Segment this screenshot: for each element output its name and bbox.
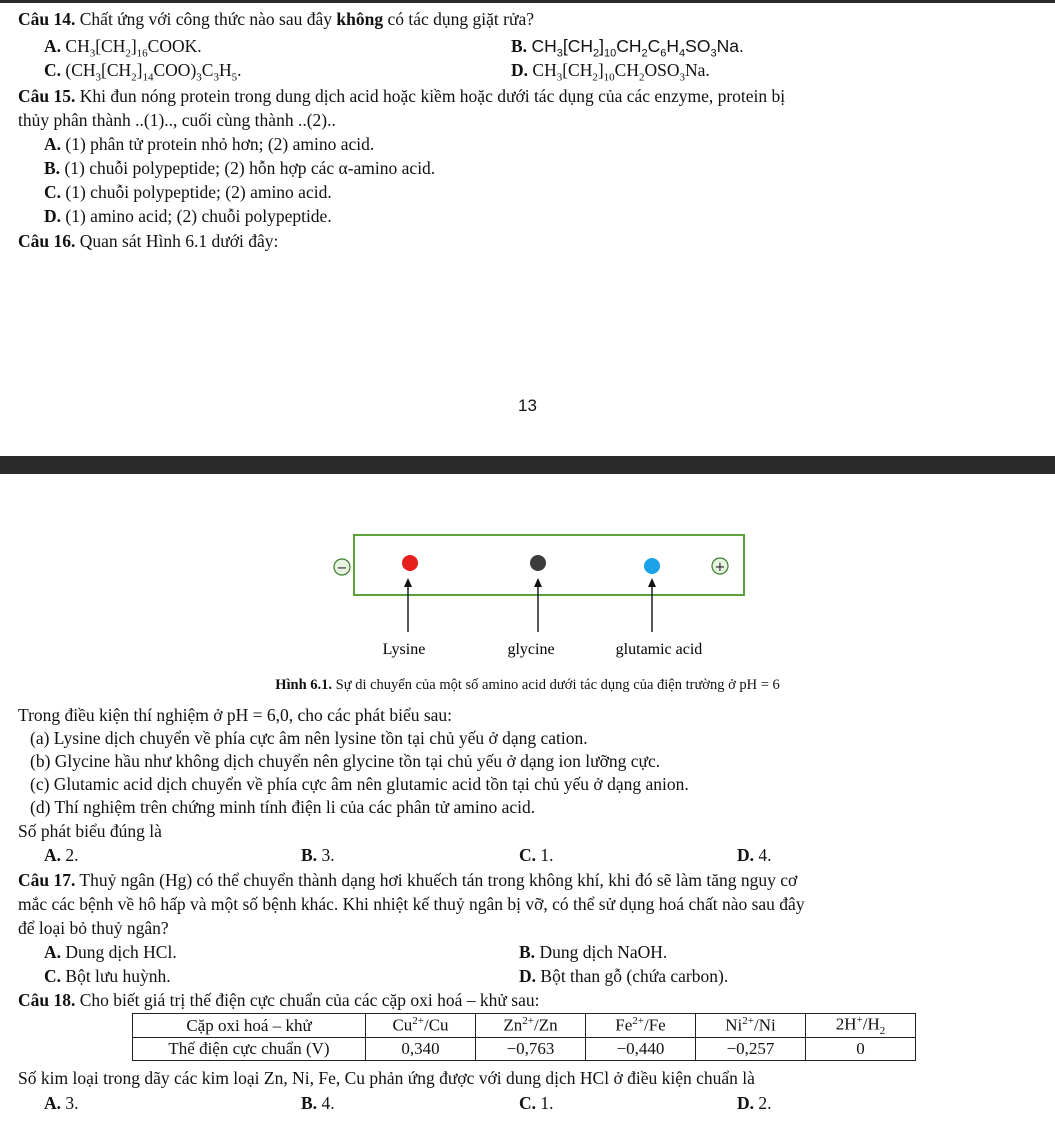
- potential-table-row-values: [133, 1038, 916, 1061]
- q15-stem-line1: [18, 85, 785, 107]
- value-h: 0: [806, 1038, 916, 1061]
- q15-option-a[interactable]: [44, 133, 374, 155]
- glutamic-arrowhead: [648, 578, 656, 587]
- q16-text: Quan sát Hình 6.1 dưới đây:: [75, 231, 279, 251]
- q17-option-a-text: Dung dịch HCl.: [61, 942, 177, 962]
- negative-sign: −: [336, 561, 348, 576]
- glutamic-label: glutamic acid: [615, 641, 703, 658]
- q15-option-b-text: (1) chuỗi polypeptide; (2) hỗn hợp các α-amino acid.: [60, 158, 436, 178]
- top-border: [0, 0, 1055, 3]
- q17-option-d-letter: D.: [519, 966, 537, 986]
- page-separator-band: [0, 456, 1055, 474]
- q14-option-b-formula: $CH_3[CH_2]_{10}CH_2C_6H_4SO_3Na$.: [531, 36, 744, 60]
- lysine-dot: [402, 555, 418, 571]
- q18-option-c-text: 1.: [536, 1093, 554, 1113]
- figure-caption-text: Sự di chuyển của một số amino acid dưới tác dụng của điện trường ở pH = 6: [332, 677, 780, 693]
- q15-line1: Khi đun nóng protein trong dung dịch acid hoặc kiềm hoặc dưới tác dụng của các enzyme, protein bị: [75, 86, 786, 106]
- q14-text-before: Chất ứng với công thức nào sau đây: [75, 9, 337, 29]
- q17-option-d[interactable]: [519, 965, 728, 987]
- q15-stem-line2: thủy phân thành ..(1).., cuối cùng thành ..(2)..: [18, 110, 336, 130]
- q16-statement-c: (c) Glutamic acid dịch chuyển về phía cực âm nên glutamic acid tồn tại chủ yếu ở dạng anion.: [30, 774, 689, 794]
- q17-option-a[interactable]: [44, 941, 177, 963]
- q18-option-a[interactable]: [44, 1092, 79, 1114]
- potential-table: [132, 1013, 916, 1061]
- q16-option-a[interactable]: [44, 844, 79, 866]
- q18-option-a-text: 3.: [61, 1093, 79, 1113]
- q17-option-d-text: Bột than gỗ (chứa carbon).: [536, 966, 729, 986]
- q15-option-a-text: (1) phân tử protein nhỏ hơn; (2) amino acid.: [61, 134, 375, 154]
- q18-option-b-letter: B.: [301, 1093, 318, 1113]
- q16-option-a-letter: A.: [44, 845, 62, 865]
- q14-option-c-letter: C.: [44, 60, 62, 80]
- q17-option-c-text: Bột lưu huỳnh.: [61, 966, 171, 986]
- potential-table-header-values: Thế điện cực chuẩn (V): [133, 1038, 366, 1061]
- glycine-arrowhead: [534, 578, 542, 587]
- q16-option-c-text: 1.: [536, 845, 554, 865]
- q18-option-c[interactable]: [519, 1092, 554, 1114]
- pair-cu: $Cu^{2+}/Cu$: [366, 1014, 476, 1038]
- lysine-arrowhead: [404, 578, 412, 587]
- q16-option-b-letter: B.: [301, 845, 318, 865]
- q18-stem: [18, 989, 539, 1011]
- pair-fe: $Fe^{2+}/Fe$: [586, 1014, 696, 1038]
- q14-option-c-formula: $(CH_3[CH_2]_{14}COO)_3C_3H_5$.: [65, 60, 242, 84]
- q15-label: Câu 15.: [18, 86, 76, 106]
- q17-label: Câu 17.: [18, 870, 76, 890]
- q16-option-d[interactable]: [737, 844, 772, 866]
- q18-question: Số kim loại trong dãy các kim loại Zn, Ni, Fe, Cu phản ứng được với dung dịch HCl ở điều kiện chuẩn là: [18, 1068, 755, 1088]
- figure-electrophoresis: [330, 532, 750, 662]
- q16-option-b-text: 3.: [317, 845, 335, 865]
- q14-text-bold: không: [336, 9, 384, 29]
- q17-option-a-letter: A.: [44, 942, 62, 962]
- q15-option-d[interactable]: [44, 205, 332, 227]
- q14-option-b-letter: B.: [511, 36, 528, 56]
- q16-option-c[interactable]: [519, 844, 554, 866]
- q16-label: Câu 16.: [18, 231, 76, 251]
- q16-statement-a: (a) Lysine dịch chuyển về phía cực âm nên lysine tồn tại chủ yếu ở dạng cation.: [30, 728, 588, 748]
- q18-option-d-text: 2.: [754, 1093, 772, 1113]
- q16-intro: Trong điều kiện thí nghiệm ở pH = 6,0, cho các phát biểu sau:: [18, 705, 453, 725]
- q17-stem-line1: [18, 869, 797, 891]
- q14-option-a-formula: $CH_3[CH_2]_{16}COOK$.: [65, 36, 202, 60]
- q16-stem: [18, 230, 278, 252]
- potential-table-row-pairs: [133, 1014, 916, 1038]
- q16-statement-b: (b) Glycine hầu như không dịch chuyển nên glycine tồn tại chủ yếu ở dạng ion lưỡng cực.: [30, 751, 661, 771]
- q15-option-d-text: (1) amino acid; (2) chuỗi polypeptide.: [61, 206, 332, 226]
- q16-statement-d: (d) Thí nghiệm trên chứng minh tính điện li của các phân tử amino acid.: [30, 797, 536, 817]
- q18-option-d-letter: D.: [737, 1093, 755, 1113]
- q18-option-b[interactable]: [301, 1092, 335, 1114]
- value-fe: −0,440: [586, 1038, 696, 1061]
- q14-option-a-letter: A.: [44, 36, 62, 56]
- q15-option-c-text: (1) chuỗi polypeptide; (2) amino acid.: [61, 182, 332, 202]
- potential-table-header-pairs: Cặp oxi hoá – khử: [133, 1014, 366, 1038]
- q16-option-a-text: 2.: [61, 845, 79, 865]
- q16-option-d-letter: D.: [737, 845, 755, 865]
- q15-option-d-letter: D.: [44, 206, 62, 226]
- q18-option-c-letter: C.: [519, 1093, 537, 1113]
- glycine-dot: [530, 555, 546, 571]
- q17-option-b[interactable]: [519, 941, 667, 963]
- q14-text-after: có tác dụng giặt rửa?: [383, 9, 534, 29]
- q18-option-d[interactable]: [737, 1092, 772, 1114]
- q16-ask: Số phát biểu đúng là: [18, 821, 162, 841]
- q18-text: Cho biết giá trị thế điện cực chuẩn của các cặp oxi hoá – khử sau:: [75, 990, 540, 1010]
- pair-ni: $Ni^{2+}/Ni$: [696, 1014, 806, 1038]
- q15-option-b-letter: B.: [44, 158, 61, 178]
- q15-option-c-letter: C.: [44, 182, 62, 202]
- pair-h: $2H^+/H_2$: [806, 1014, 916, 1038]
- page-number: 13: [518, 396, 537, 415]
- q14-option-d-formula: $CH_3[CH_2]_{10}CH_2OSO_3Na$.: [532, 60, 710, 84]
- q14-option-d-letter: D.: [511, 60, 529, 80]
- q17-option-b-text: Dung dịch NaOH.: [535, 942, 668, 962]
- q15-option-c[interactable]: [44, 181, 332, 203]
- value-cu: 0,340: [366, 1038, 476, 1061]
- q16-option-c-letter: C.: [519, 845, 537, 865]
- figure-caption-bold: Hình 6.1.: [275, 677, 333, 693]
- q14-stem: [18, 8, 534, 30]
- q16-option-d-text: 4.: [754, 845, 772, 865]
- q17-stem-line2: mắc các bệnh về hô hấp và một số bệnh khác. Khi nhiệt kế thuỷ ngân bị vỡ, có thể sử dụng hoá chất nào sau đây: [18, 894, 805, 914]
- q17-option-c-letter: C.: [44, 966, 62, 986]
- glycine-label: glycine: [507, 641, 555, 658]
- q17-line1: Thuỷ ngân (Hg) có thể chuyển thành dạng hơi khuếch tán trong không khí, khi đó sẽ làm tăng nguy cơ: [75, 870, 798, 890]
- value-zn: −0,763: [476, 1038, 586, 1061]
- glutamic-dot: [644, 558, 660, 574]
- q18-option-a-letter: A.: [44, 1093, 62, 1113]
- q16-option-b[interactable]: [301, 844, 335, 866]
- value-ni: −0,257: [696, 1038, 806, 1061]
- q18-option-b-text: 4.: [317, 1093, 335, 1113]
- q14-label: Câu 14.: [18, 9, 76, 29]
- q18-label: Câu 18.: [18, 990, 76, 1010]
- figure-caption: [0, 677, 1055, 694]
- q17-option-b-letter: B.: [519, 942, 536, 962]
- pair-zn: $Zn^{2+}/Zn$: [476, 1014, 586, 1038]
- q17-stem-line3: để loại bỏ thuỷ ngân?: [18, 918, 169, 938]
- q15-option-b[interactable]: [44, 157, 435, 179]
- lysine-label: Lysine: [382, 641, 426, 658]
- q15-option-a-letter: A.: [44, 134, 62, 154]
- q17-option-c[interactable]: [44, 965, 171, 987]
- positive-sign: +: [714, 560, 726, 575]
